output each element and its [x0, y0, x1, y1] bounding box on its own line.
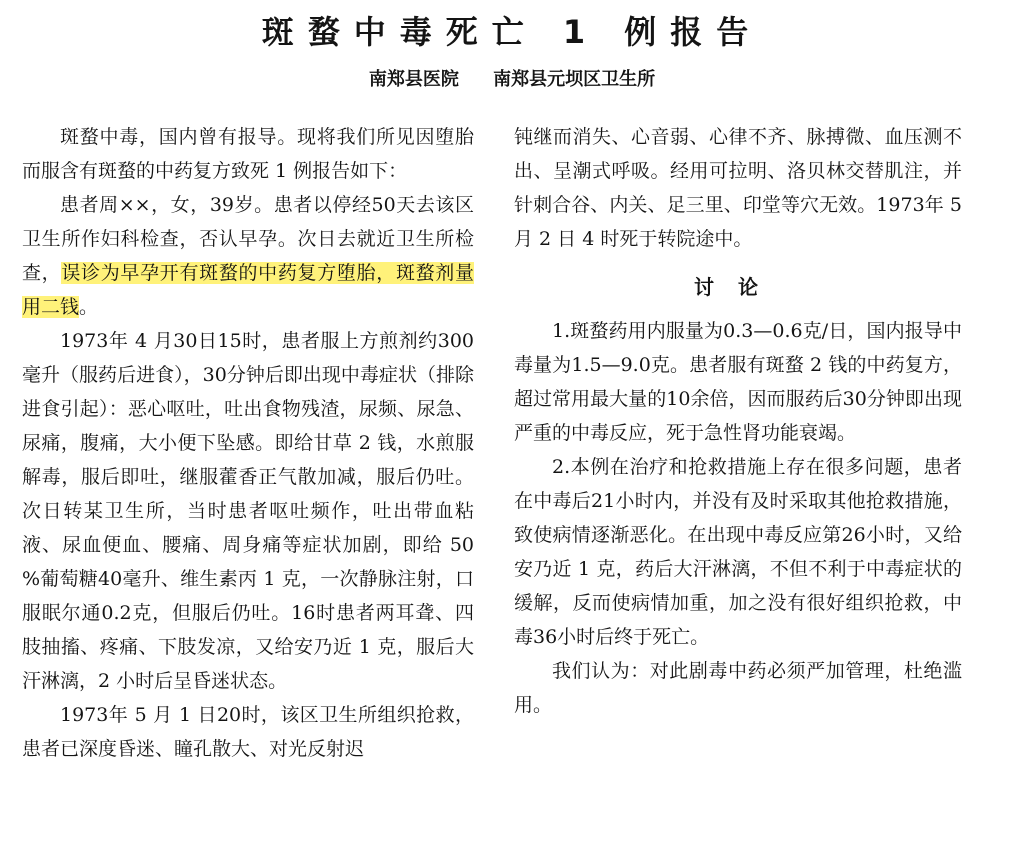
conclusion-paragraph: 我们认为：对此剧毒中药必须严加管理，杜绝滥用。 [514, 660, 962, 716]
intro-paragraph: 斑蝥中毒，国内曾有报导。现将我们所见因堕胎而服含有斑蝥的中药复方致死 1 例报告如下： [22, 126, 474, 182]
highlighted-misdiagnosis: 误诊为早孕开有斑蝥的中药复方堕胎，斑蝥剂量用二钱 [22, 262, 474, 318]
case-text-start: 患者周××，女，39岁。患者以停经50天去该区卫生所作妇科检查，否认早孕。次日去就近卫生所检查， [22, 194, 474, 284]
rescue-paragraph: 1973年 5 月 1 日20时，该区卫生所组织抢救，患者已深度昏迷、瞳孔散大、对光反射迟 [22, 704, 474, 760]
left-column [22, 120, 474, 766]
article-title: 斑蝥中毒死亡 1 例报告 [261, 13, 763, 51]
case-paragraph [22, 188, 474, 324]
discussion-heading: 讨论 [694, 275, 782, 299]
discussion-point-2: 2.本例在治疗和抢救措施上存在很多问题，患者在中毒后21小时内，并没有及时采取其他抢救措施，致使病情逐渐恶化。在出现中毒反应第26小时，又给安乃近 1 克，药后大汗淋漓，不但不利于中毒症状的缓解，反而使病情加重，加之没有很好组织抢救，中毒36小时后终于死亡。 [514, 456, 962, 648]
author-clinic: 南郑县元坝区卫生所 [493, 69, 656, 90]
symptoms-paragraph: 1973年 4 月30日15时，患者服上方煎剂约300毫升（服药后进食），30分钟后即出现中毒症状（排除进食引起）：恶心呕吐，吐出食物残渣，尿频、尿急、尿痛，腹痛，大小便下坠感。即给甘草 2 钱，水煎服解毒，服后即吐，继服藿香正气散加减，服后仍吐。次日转某卫生所，当时患者呕吐频作，吐出带血粘液、尿血便血、腰痛、周身痛等症状加剧，即给 50 %葡萄糖40毫升、维生素丙 1 克，一次静脉注射，口服眠尔通0.2克，但服后仍吐。16时患者两耳聋、四肢抽搐、疼痛、下肢发凉，又给安乃近 1 克，服后大汗淋漓，2 小时后呈昏迷状态。 [22, 330, 474, 692]
discussion-point-1: 1.斑蝥药用内服量为0.3—0.6克/日，国内报导中毒量为1.5—9.0克。患者服有斑蝥 2 钱的中药复方，超过常用最大量的10余倍，因而服药后30分钟即出现严重的中毒反应，死于急性肾功能衰竭。 [514, 320, 962, 444]
case-text-end: 。 [79, 296, 99, 318]
author-affiliations [0, 66, 1024, 94]
right-column [514, 120, 962, 722]
author-hospital: 南郑县医院 [368, 69, 459, 90]
rescue-paragraph-continued: 钝继而消失、心音弱、心律不齐、脉搏微、血压测不出、呈潮式呼吸。经用可拉明、洛贝林交替肌注，并针刺合谷、内关、足三里、印堂等穴无效。1973年 5 月 2 日 4 时死于转院途中。 [514, 126, 962, 250]
